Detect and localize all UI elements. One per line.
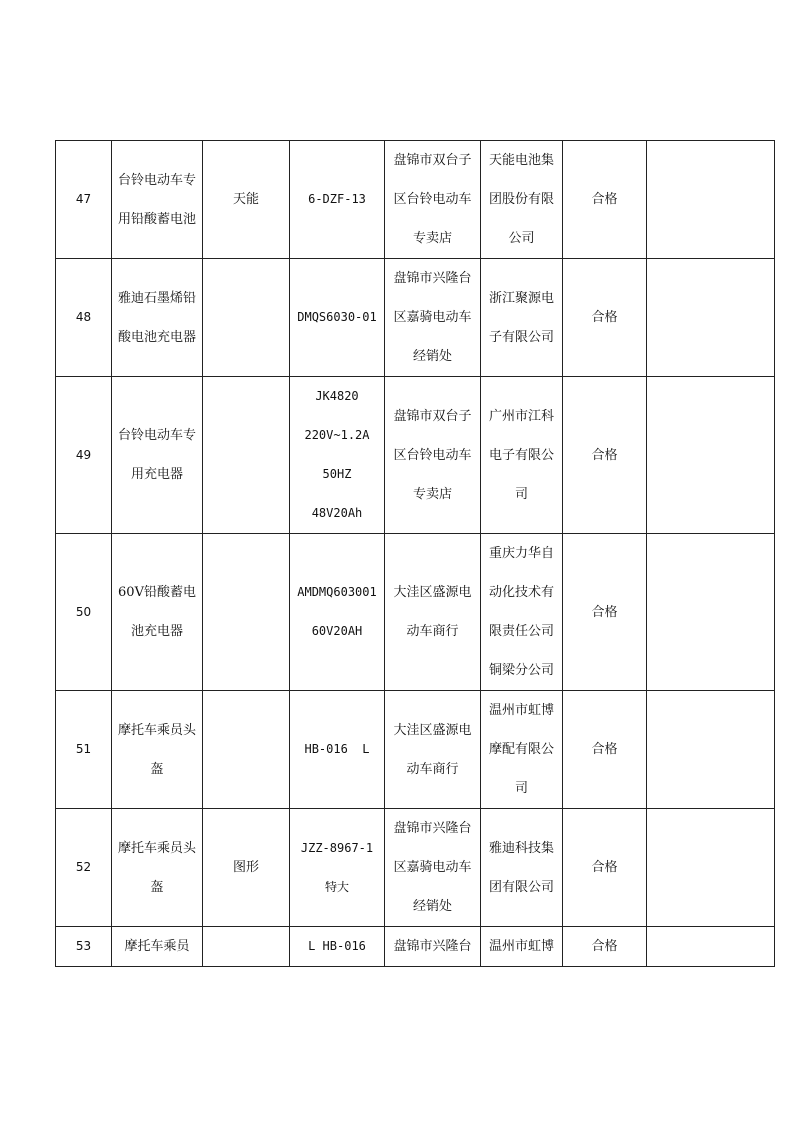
manufacturer: 雅迪科技集团有限公司 bbox=[481, 809, 563, 927]
model-spec: 6-DZF-13 bbox=[290, 141, 385, 259]
model-spec: AMDMQ603001 60V20AH bbox=[290, 534, 385, 691]
row-number: 50 bbox=[56, 534, 112, 691]
seller: 大洼区盛源电动车商行 bbox=[385, 691, 481, 809]
seller: 盘锦市兴隆台 bbox=[385, 927, 481, 967]
brand bbox=[203, 691, 290, 809]
row-number: 48 bbox=[56, 259, 112, 377]
row-number: 49 bbox=[56, 377, 112, 534]
result: 合格 bbox=[563, 809, 647, 927]
remark bbox=[647, 377, 775, 534]
brand bbox=[203, 377, 290, 534]
table-row bbox=[56, 809, 775, 927]
seller: 盘锦市兴隆台区嘉骑电动车经销处 bbox=[385, 259, 481, 377]
result: 合格 bbox=[563, 691, 647, 809]
result: 合格 bbox=[563, 377, 647, 534]
model-spec: L HB-016 bbox=[290, 927, 385, 967]
row-number: 47 bbox=[56, 141, 112, 259]
brand bbox=[203, 927, 290, 967]
result: 合格 bbox=[563, 534, 647, 691]
seller: 盘锦市兴隆台区嘉骑电动车经销处 bbox=[385, 809, 481, 927]
product-name: 摩托车乘员头盔 bbox=[112, 691, 203, 809]
row-number: 53 bbox=[56, 927, 112, 967]
brand bbox=[203, 534, 290, 691]
remark bbox=[647, 534, 775, 691]
row-number: 51 bbox=[56, 691, 112, 809]
remark bbox=[647, 927, 775, 967]
manufacturer: 广州市江科电子有限公司 bbox=[481, 377, 563, 534]
manufacturer: 温州市虹博摩配有限公司 bbox=[481, 691, 563, 809]
seller: 盘锦市双台子区台铃电动车专卖店 bbox=[385, 141, 481, 259]
model-spec: DMQS6030-01 bbox=[290, 259, 385, 377]
table-row bbox=[56, 927, 775, 967]
product-name: 摩托车乘员 bbox=[112, 927, 203, 967]
model-spec: JK4820 220V~1.2A 50HZ 48V20Ah bbox=[290, 377, 385, 534]
manufacturer: 温州市虹博 bbox=[481, 927, 563, 967]
row-number: 52 bbox=[56, 809, 112, 927]
product-name: 60V铅酸蓄电池充电器 bbox=[112, 534, 203, 691]
brand: 天能 bbox=[203, 141, 290, 259]
manufacturer: 重庆力华自动化技术有限责任公司铜梁分公司 bbox=[481, 534, 563, 691]
model-spec: HB-016 L bbox=[290, 691, 385, 809]
brand: 图形 bbox=[203, 809, 290, 927]
table-row bbox=[56, 377, 775, 534]
model-spec: JZZ-8967-1 特大 bbox=[290, 809, 385, 927]
product-name: 雅迪石墨烯铅酸电池充电器 bbox=[112, 259, 203, 377]
table-row bbox=[56, 141, 775, 259]
table-row bbox=[56, 691, 775, 809]
remark bbox=[647, 809, 775, 927]
manufacturer: 天能电池集团股份有限公司 bbox=[481, 141, 563, 259]
brand bbox=[203, 259, 290, 377]
table-row bbox=[56, 534, 775, 691]
remark bbox=[647, 141, 775, 259]
seller: 盘锦市双台子区台铃电动车专卖店 bbox=[385, 377, 481, 534]
product-name: 摩托车乘员头盔 bbox=[112, 809, 203, 927]
product-name: 台铃电动车专用铅酸蓄电池 bbox=[112, 141, 203, 259]
product-name: 台铃电动车专用充电器 bbox=[112, 377, 203, 534]
remark bbox=[647, 691, 775, 809]
table-row bbox=[56, 259, 775, 377]
inspection-results-table bbox=[55, 140, 775, 967]
remark bbox=[647, 259, 775, 377]
result: 合格 bbox=[563, 927, 647, 967]
result: 合格 bbox=[563, 259, 647, 377]
result: 合格 bbox=[563, 141, 647, 259]
manufacturer: 浙江聚源电子有限公司 bbox=[481, 259, 563, 377]
seller: 大洼区盛源电动车商行 bbox=[385, 534, 481, 691]
